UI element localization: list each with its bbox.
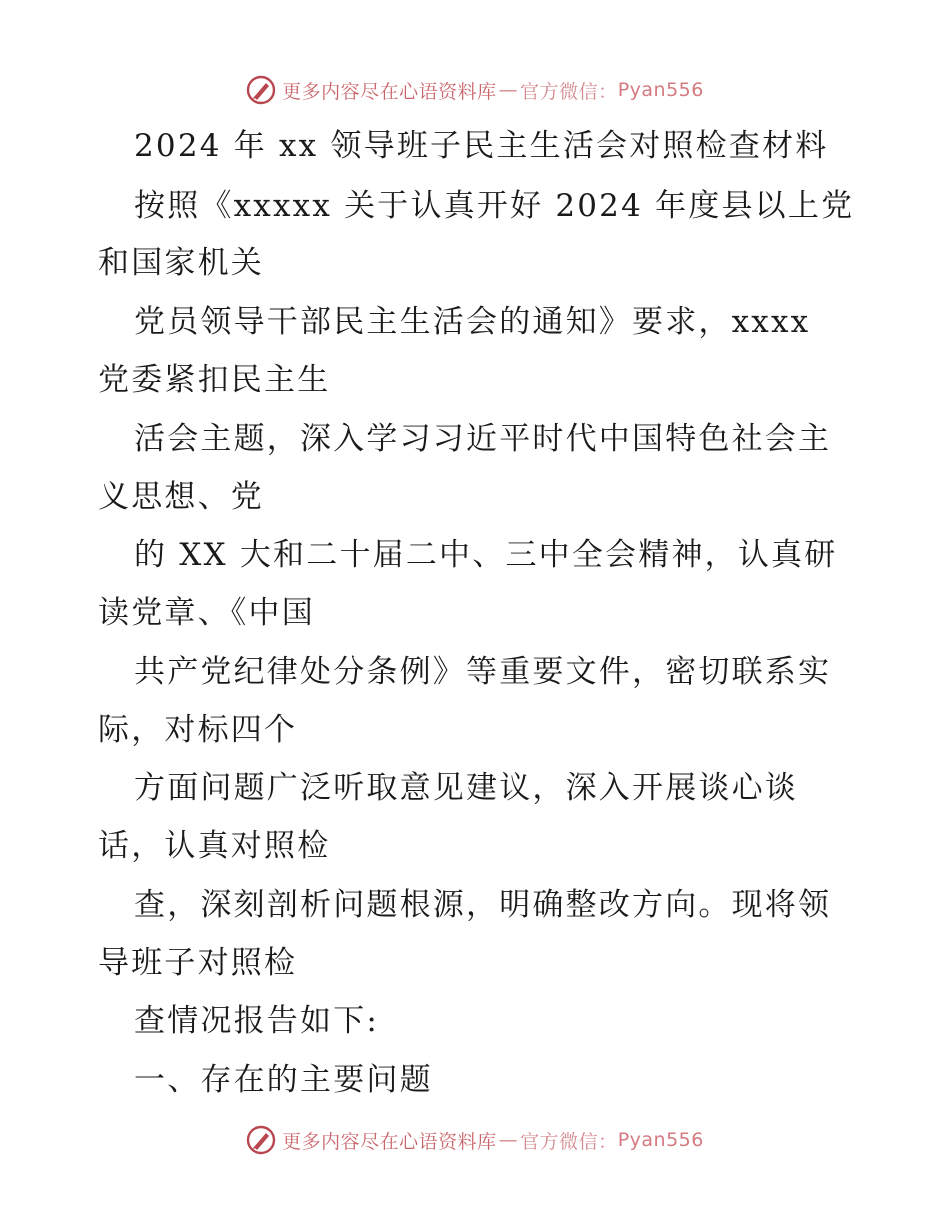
watermark-banner-bottom <box>0 1120 950 1160</box>
text-line: 活会主题，深入学习习近平时代中国特色社会主 <box>134 421 832 457</box>
text-line: 方面问题广泛听取意见建议，深入开展谈心谈 <box>134 770 798 806</box>
text-line: 党员领导干部民主生活会的通知》要求，xxxx <box>134 304 811 340</box>
banner-account: Pyan556 <box>617 1129 704 1151</box>
text-line: 际，对标四个 <box>98 712 298 748</box>
text-line: 查，深刻剖析问题根源，明确整改方向。现将领 <box>134 887 832 923</box>
banner-dash: — <box>498 79 519 101</box>
pen-logo-icon <box>246 1125 276 1155</box>
text-line: 和国家机关 <box>98 245 264 281</box>
text-line: 导班子对照检 <box>98 945 298 981</box>
pen-logo-icon <box>246 75 276 105</box>
banner-wechat-label: 官方微信： <box>520 1130 618 1153</box>
text-line: 共产党纪律处分条例》等重要文件，密切联系实 <box>134 654 832 690</box>
text-line: 义思想、党 <box>98 479 264 515</box>
banner-dash: — <box>498 1129 519 1151</box>
document-title: 2024 年 xx 领导班子民主生活会对照检查材料 <box>134 128 829 164</box>
text-line: 读党章、《中国 <box>98 595 315 631</box>
section-heading: 一、存在的主要问题 <box>134 1062 433 1098</box>
watermark-banner-top <box>0 70 950 110</box>
text-line: 党委紧扣民主生 <box>98 362 331 398</box>
text-line: 话，认真对照检 <box>98 828 331 864</box>
text-line: 按照《xxxxx 关于认真开好 2024 年度县以上党 <box>134 188 855 224</box>
banner-wechat-label: 官方微信： <box>520 80 618 103</box>
text-line: 的 XX 大和二十届二中、三中全会精神，认真研 <box>134 537 838 573</box>
banner-main-text: 更多内容尽在心语资料库 <box>282 80 497 103</box>
banner-main-text: 更多内容尽在心语资料库 <box>282 1130 497 1153</box>
banner-account: Pyan556 <box>617 79 704 101</box>
text-line: 查情况报告如下: <box>134 1003 380 1039</box>
